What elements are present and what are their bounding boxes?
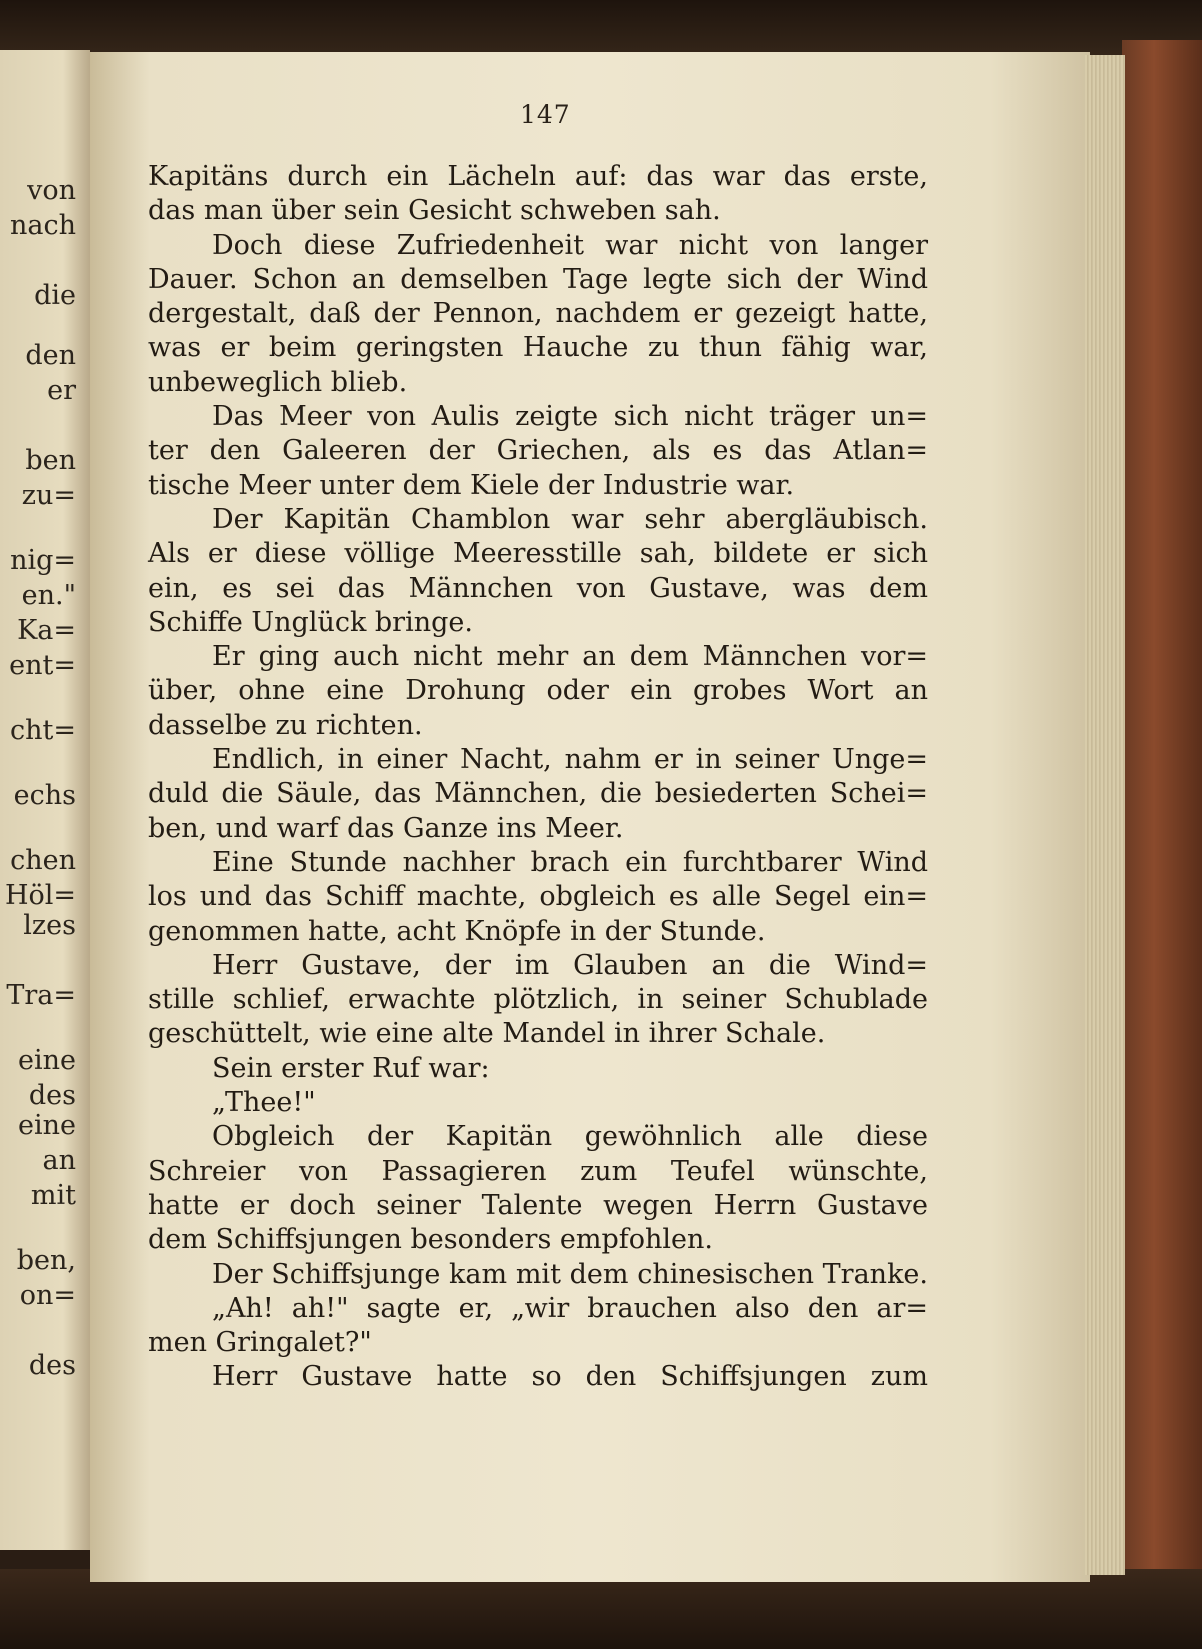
text-line: Doch diese Zufriedenheit war nicht von langer [212, 229, 928, 261]
text-line: Er ging auch nicht mehr an dem Männchen vor= [212, 641, 928, 673]
text-line: Der Schiffsjunge kam mit dem chinesischen Tranke. [212, 1258, 928, 1290]
previous-page-fragment: chen [10, 845, 76, 876]
text-line: Schiffe Unglück bringe. [148, 606, 473, 638]
text-line: „Ah! ah!" sagte er, „wir brauchen also den ar= [212, 1292, 928, 1324]
previous-page-fragment: mit [30, 1180, 76, 1211]
previous-page-fragment: Höl= [4, 880, 76, 911]
text-line: Der Kapitän Chamblon war sehr abergläubisch. [212, 503, 928, 535]
text-line: „Thee!" [212, 1087, 316, 1119]
previous-page-fragment: lzes [23, 910, 76, 941]
previous-page-fragment: on= [19, 1280, 76, 1311]
previous-page-fragment: nach [10, 210, 76, 241]
text-line: Obgleich der Kapitän gewöhnlich alle diese [212, 1121, 928, 1153]
text-line: Herr Gustave, der im Glauben an die Wind= [212, 949, 928, 981]
previous-page-fragment: von [27, 175, 76, 206]
text-line: duld die Säule, das Männchen, die besiederten Schei= [148, 778, 928, 810]
previous-page-fragment: des [28, 1350, 76, 1381]
previous-page-fragment: cht= [10, 715, 76, 746]
text-line: Kapitäns durch ein Lächeln auf: das war das erste, [148, 161, 928, 192]
previous-page-fragment: zu= [21, 480, 76, 511]
text-line: men Gringalet?" [148, 1327, 372, 1359]
previous-page-fragment: an [42, 1145, 76, 1176]
page-number: 147 [520, 100, 571, 129]
text-line: hatte er doch seiner Talente wegen Herrn Gustave [148, 1189, 928, 1221]
previous-page-fragment: die [34, 280, 76, 311]
previous-page-fragment: er [47, 375, 76, 406]
text-line: dergestalt, daß der Pennon, nachdem er gezeigt hatte, [148, 298, 928, 330]
previous-page-fragment: eine [18, 1045, 76, 1076]
text-line: los und das Schiff machte, obgleich es alle Segel ein= [148, 881, 928, 913]
text-line: unbeweglich blieb. [148, 366, 408, 398]
text-line: genommen hatte, acht Knöpfe in der Stunde. [148, 915, 766, 947]
text-line: Sein erster Ruf war: [212, 1052, 490, 1084]
previous-page-fragment: ben, [16, 1245, 76, 1276]
previous-page-fragment: des [28, 1080, 76, 1111]
text-line: Als er diese völlige Meeresstille sah, bildete er sich [148, 538, 928, 570]
text-line: ben, und warf das Ganze ins Meer. [148, 812, 624, 844]
previous-page-fragment: en." [21, 580, 76, 611]
body-text [148, 160, 928, 1395]
previous-page-fragment: nig= [10, 545, 76, 576]
text-line: was er beim geringsten Hauche zu thun fähig war, [148, 332, 928, 364]
text-line: ter den Galeeren der Griechen, als es das Atlan= [148, 435, 928, 467]
text-line: Endlich, in einer Nacht, nahm er in seiner Unge= [212, 744, 928, 776]
previous-page-fragment: eine [18, 1110, 76, 1141]
previous-page-fragment: den [25, 340, 76, 371]
text-line: das man über sein Gesicht schweben sah. [148, 195, 721, 227]
previous-page-fragment: ben [25, 445, 76, 476]
book-cover-right [1122, 40, 1202, 1600]
previous-page-fragment: echs [13, 780, 76, 811]
text-line: Das Meer von Aulis zeigte sich nicht träger un= [212, 401, 928, 433]
text-line: Schreier von Passagieren zum Teufel wünschte, [148, 1155, 928, 1187]
page-stack-edges [1085, 55, 1125, 1575]
text-line: über, ohne eine Drohung oder ein grobes Wort an [148, 675, 928, 707]
text-line: dem Schiffsjungen besonders empfohlen. [148, 1224, 713, 1256]
text-line: dasselbe zu richten. [148, 709, 423, 741]
text-line: geschüttelt, wie eine alte Mandel in ihrer Schale. [148, 1018, 826, 1050]
previous-page-fragment: Tra= [6, 980, 76, 1011]
text-line: stille schlief, erwachte plötzlich, in seiner Schublade [148, 984, 928, 1016]
text-line: Eine Stunde nachher brach ein furchtbarer Wind [212, 846, 928, 878]
text-line: tische Meer unter dem Kiele der Industrie war. [148, 469, 795, 501]
text-line: Herr Gustave hatte so den Schiffsjungen zum [212, 1361, 928, 1393]
previous-page-fragment: Ka= [17, 615, 76, 646]
previous-page-fragment: ent= [9, 650, 76, 681]
text-line: ein, es sei das Männchen von Gustave, was dem [148, 572, 928, 604]
previous-page-edge [0, 50, 90, 1550]
text-line: Dauer. Schon an demselben Tage legte sich der Wind [148, 263, 928, 295]
